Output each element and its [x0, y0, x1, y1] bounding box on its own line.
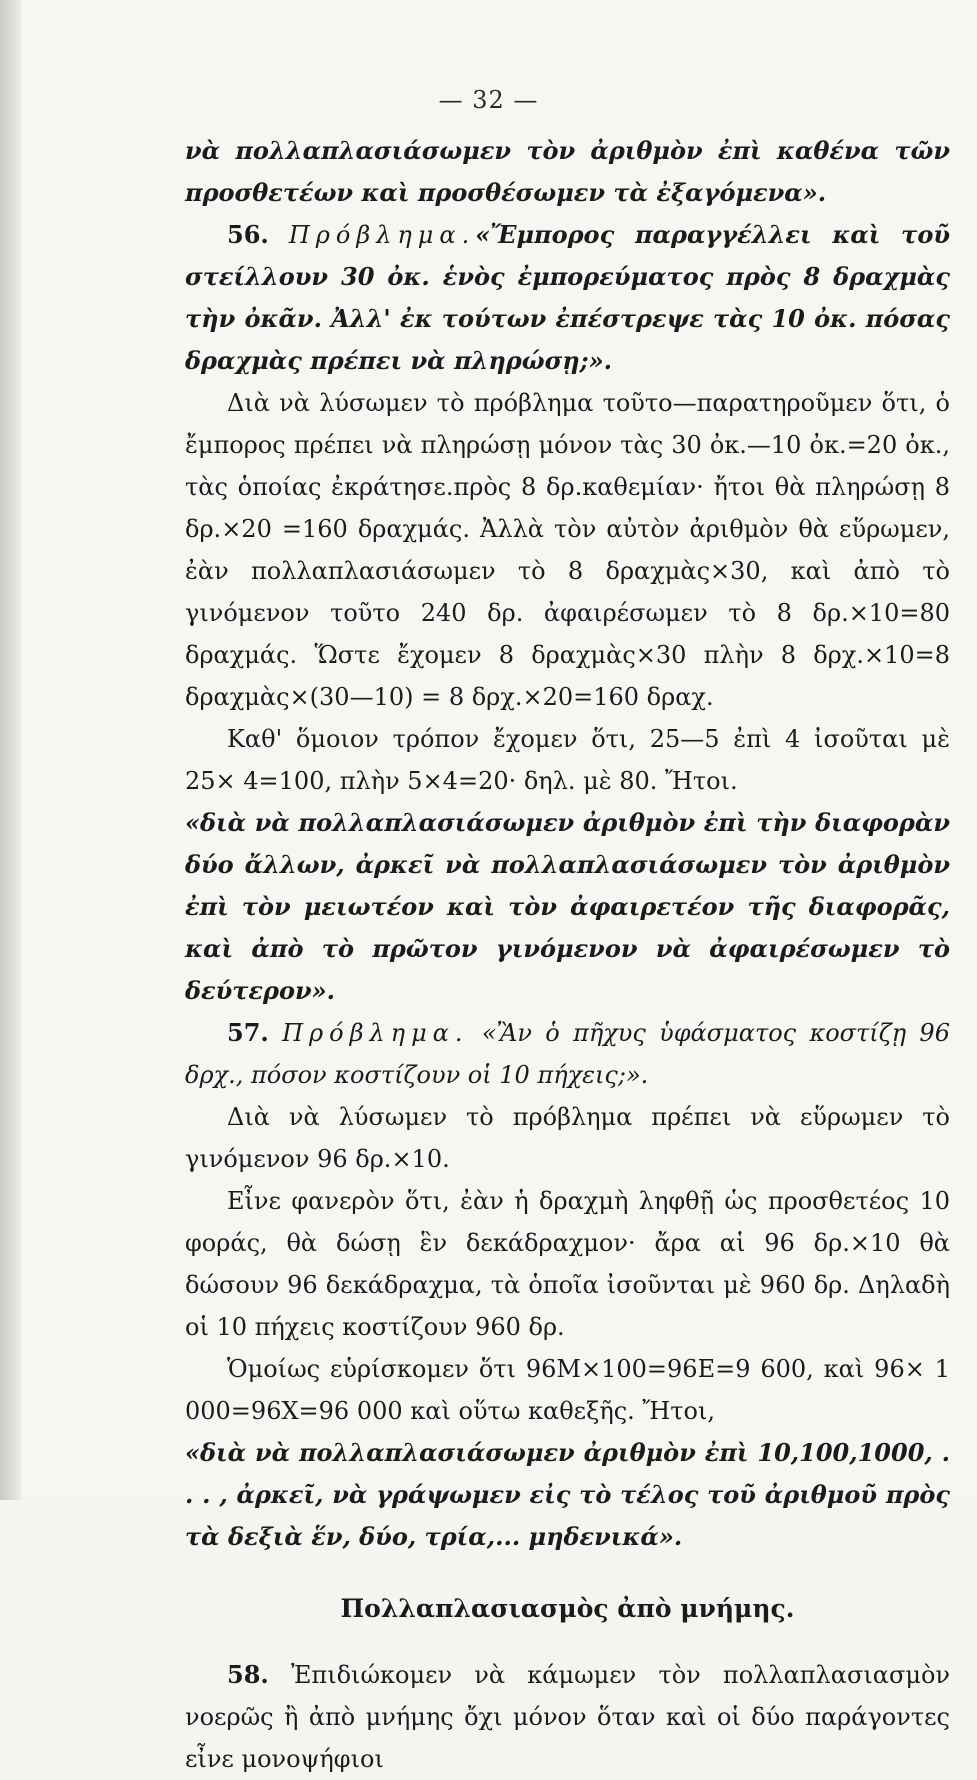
paragraph-text: Ἐπιδιώκομεν νὰ κάμωμεν τὸν πολλαπλασιασμὸν νοερῶς ἢ ἀπὸ μνήμης ὄχι μόνον ὅταν καὶ οἱ δύο παράγοντες εἶνε μονοψήφιοι	[185, 1661, 950, 1773]
problem-number: 56.	[227, 220, 269, 249]
solution-paragraph: Διὰ νὰ λύσωμεν τὸ πρόβλημα πρέπει νὰ εὕρωμεν τὸ γινόμενον 96 δρ.×10.	[185, 1103, 950, 1173]
page-number: — 32 —	[438, 86, 539, 114]
page-body	[185, 130, 950, 1780]
rule-powers-of-ten: «διὰ νὰ πολλαπλασιάσωμεν ἀριθμὸν ἐπὶ 10,100,1000, . . . , ἀρκεῖ, νὰ γράψωμεν εἰς τὸ τέλος τοῦ ἀριθμοῦ πρὸς τὰ δεξιὰ ἕν, δύο, τρία,... μηδενικά».	[185, 1438, 950, 1551]
solution-paragraph: Διὰ νὰ λύσωμεν τὸ πρόβλημα τοῦτο—παρατηροῦμεν ὅτι, ὁ ἔμπορος πρέπει νὰ πληρώσῃ μόνον τὰς 30 ὀκ.—10 ὀκ.=20 ὀκ., τὰς ὁποίας ἐκράτησε.πρὸς 8 δρ.καθεμίαν· ἤτοι θὰ πληρώσῃ 8 δρ.×20 =160 δραχμάς. Ἀλλὰ τὸν αὐτὸν ἀριθμὸν θὰ εὕρωμεν, ἐὰν πολλαπλασιάσωμεν τὸ 8 δραχμὰς×30, καὶ ἀπὸ τὸ γινόμενον τοῦτο 240 δρ. ἀφαιρέσωμεν τὸ 8 δρ.×10=80 δραχμάς. Ὥστε ἔχομεν 8 δραχμὰς×30 πλὴν 8 δρχ.×10=8 δραχμὰς×(30—10) = 8 δρχ.×20=160 δραχ.	[185, 389, 950, 711]
problem-label: Πρόβλημα.	[282, 1019, 469, 1047]
problem-57	[185, 1012, 950, 1096]
similar-paragraph: Ὁμοίως εὑρίσκομεν ὅτι 96Μ×100=96Ε=9 600, καὶ 96× 1 000=96Χ=96 000 καὶ οὕτω καθεξῆς. Ἤτοι,	[185, 1355, 950, 1425]
page-gutter	[0, 0, 22, 1500]
problem-text: «Ἔμπορος παραγγέλλει καὶ τοῦ στείλλουν 30 ὀκ. ἑνὸς ἐμπορεύματος πρὸς 8 δραχμὰς τὴν ὀκᾶν. Ἀλλ' ἐκ τούτων ἐπέστρεψε τὰς 10 ὀκ. πόσας δραχμὰς πρέπει νὰ πληρώσῃ;».	[185, 220, 950, 375]
problem-56	[185, 214, 950, 382]
paragraph-rule-end: νὰ πολλαπλασιάσωμεν τὸν ἀριθμὸν ἐπὶ καθένα τῶν προσθετέων καὶ προσθέσωμεν τὰ ἐξαγόμενα».	[185, 136, 950, 207]
problem-text: «Ἂν ὁ πῆχυς ὑφάσματος κοστίζῃ 96 δρχ., πόσον κοστίζουν οἱ 10 πήχεις;».	[185, 1019, 950, 1089]
example-paragraph: Καθ' ὅμοιον τρόπον ἔχομεν ὅτι, 25—5 ἐπὶ 4 ἰσοῦται μὲ 25× 4=100, πλὴν 5×4=20· δηλ. μὲ 80. Ἤτοι.	[185, 725, 950, 795]
rule-difference: «διὰ νὰ πολλαπλασιάσωμεν ἀριθμὸν ἐπὶ τὴν διαφορὰν δύο ἄλλων, ἀρκεῖ νὰ πολλαπλασιάσωμεν τὸν ἀριθμὸν ἐπὶ τὸν μειωτέον καὶ τὸν ἀφαιρετέον τῆς διαφορᾶς, καὶ ἀπὸ τὸ πρῶτον γινόμενον νὰ ἀφαιρέσωμεν τὸ δεύτερον».	[185, 808, 950, 1005]
section-heading: Πολλαπλασιασμὸς ἀπὸ μνήμης.	[340, 1594, 795, 1623]
paragraph-58	[185, 1654, 950, 1780]
paragraph-number: 58.	[227, 1660, 269, 1689]
explanation-paragraph: Εἶνε φανερὸν ὅτι, ἐὰν ἡ δραχμὴ ληφθῇ ὡς προσθετέος 10 φοράς, θὰ δώσῃ ἓν δεκάδραχμον· ἄρα αἱ 96 δρ.×10 θὰ δώσουν 96 δεκάδραχμα, τὰ ὁποῖα ἰσοῦνται μὲ 960 δρ. Δηλαδὴ οἱ 10 πήχεις κοστίζουν 960 δρ.	[185, 1187, 950, 1341]
problem-label: Πρόβλημα.	[288, 221, 476, 249]
problem-number: 57.	[227, 1018, 269, 1047]
